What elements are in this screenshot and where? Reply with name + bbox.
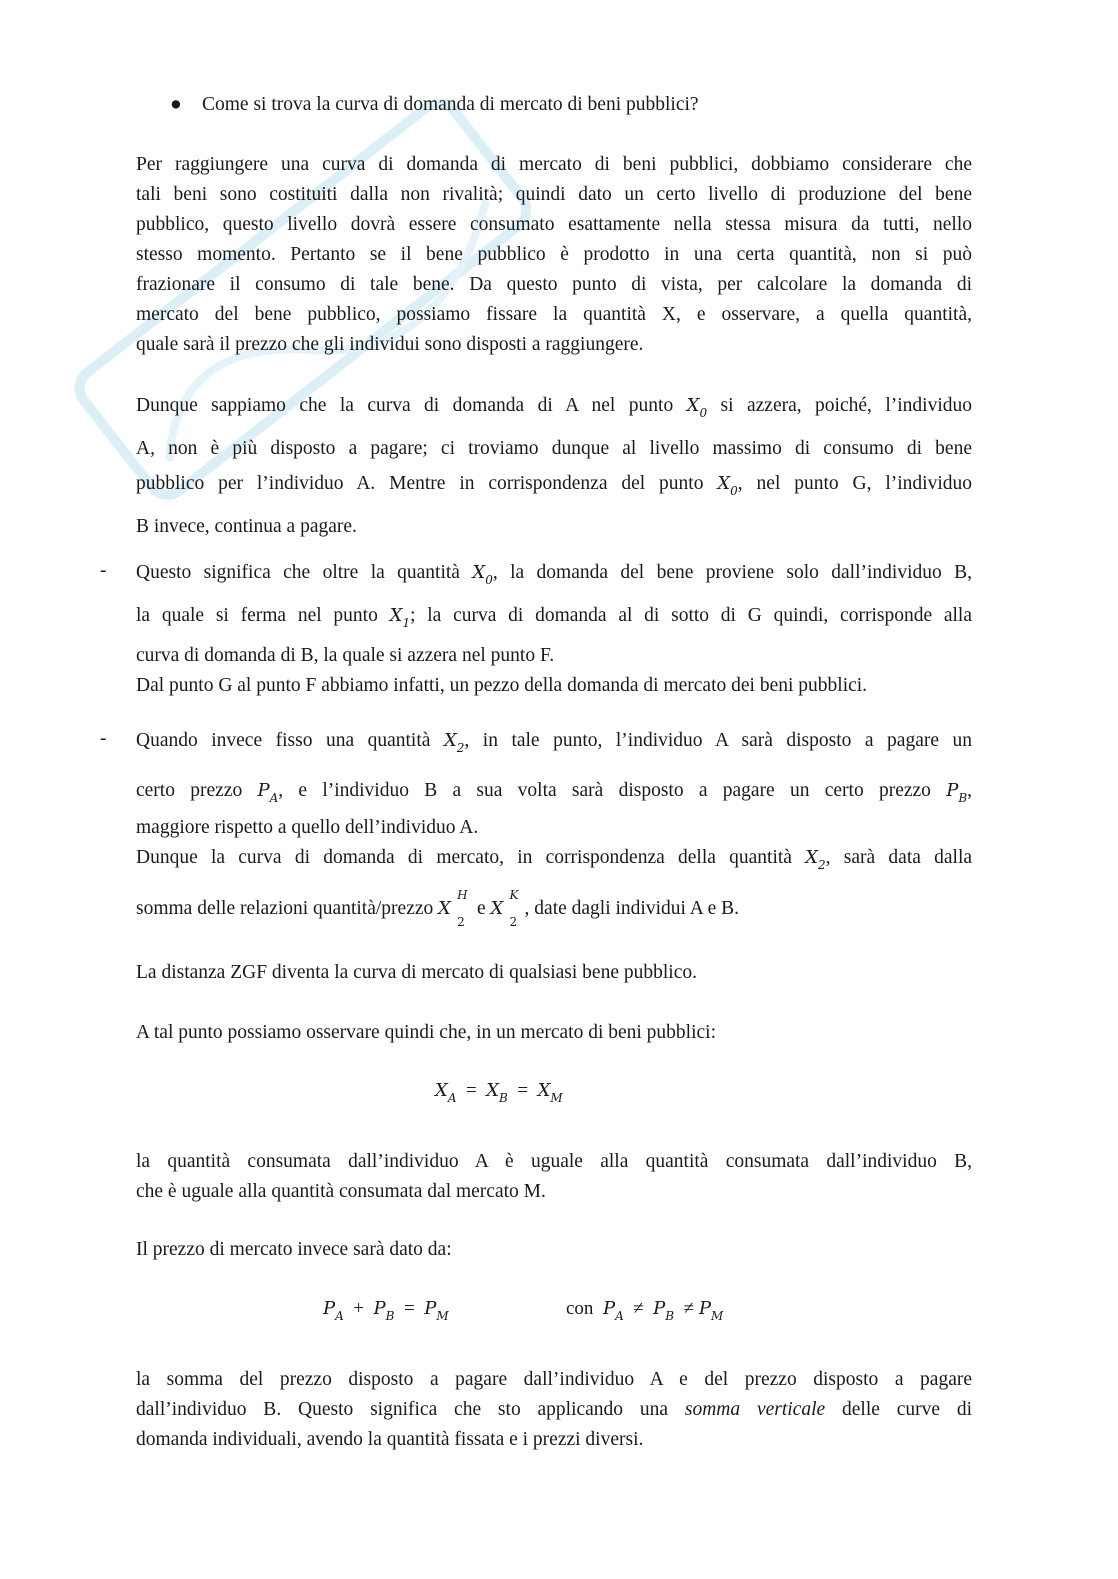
math-pa: $P_A$ — [257, 780, 279, 805]
text-line: quale sarà il prezzo che gli individui sono disposti a raggiungere. — [136, 334, 644, 355]
text-line: la somma del prezzo disposto a pagare dall’individuo A e del prezzo disposto a pagare — [136, 1369, 972, 1390]
equation-prices: $P_A + P_B = P_M$ — [323, 1298, 449, 1323]
text-line: Dal punto G al punto F abbiamo infatti, un pezzo della domanda di mercato dei beni pubblici. — [136, 675, 868, 696]
text-line: dall’individuo B. Questo significa che sto applicando una somma verticale delle curve di — [136, 1399, 973, 1420]
dash-marker: - — [100, 728, 107, 749]
paragraph-intro — [136, 150, 972, 360]
paragraph-point-x0 — [136, 388, 972, 544]
text-line: pubblico per l’individuo A. Mentre in corrispondenza del punto $X_0$, nel punto G, l’individuo — [136, 473, 972, 498]
paragraph-item-x2 — [136, 723, 973, 929]
paragraph-somma-verticale — [136, 1365, 972, 1455]
text-line: la quantità consumata dall’individuo A è uguale alla quantità consumata dall’individuo B, — [136, 1151, 972, 1172]
math-x2: $X_2$ — [443, 730, 465, 755]
paragraph-item-x1 — [136, 555, 972, 701]
math-pb: $P_B$ — [946, 780, 968, 805]
paragraph-prezzo: Il prezzo di mercato invece sarà dato da: — [136, 1239, 452, 1260]
math-x1: $X_1$ — [389, 605, 411, 630]
text-line: somma delle relazioni quantità/prezzo X H 2 e X K 2 , date dagli individui A e B. — [136, 888, 740, 929]
text-line: Dunque la curva di domanda di mercato, in corrispondenza della quantità $X_2$, sarà data dalla — [136, 847, 973, 872]
text-line: frazionare il consumo di tale bene. Da questo punto di vista, per calcolare la domanda di — [136, 274, 972, 295]
text-line: pubblico, questo livello dovrà essere consumato esattamente nella stessa misura da tutti, nello — [136, 214, 972, 235]
text-line: Dunque sappiamo che la curva di domanda di A nel punto $X_0$ si azzera, poiché, l’individuo — [136, 395, 973, 420]
math-x2: $X_2$ — [805, 847, 826, 872]
math-x0: $X_0$ — [717, 473, 738, 498]
paragraph-zgf: La distanza ZGF diventa la curva di mercato di qualsiasi bene pubblico. — [136, 962, 697, 983]
text-line: curva di domanda di B, la quale si azzera nel punto F. — [136, 645, 555, 666]
text-line: la quale si ferma nel punto $X_1$; la curva di domanda al di sotto di G quindi, corrisponde alla — [136, 605, 973, 630]
text-line: domanda individuali, avendo la quantità fissata e i prezzi diversi. — [136, 1429, 644, 1450]
text-line: Per raggiungere una curva di domanda di mercato di beni pubblici, dobbiamo considerare che — [136, 154, 972, 175]
text-line: mercato del bene pubblico, possiamo fissare la quantità X, e osservare, a quella quantità, — [136, 304, 972, 325]
paragraph-mercato: A tal punto possiamo osservare quindi che, in un mercato di beni pubblici: — [136, 1022, 717, 1043]
text-line: stesso momento. Pertanto se il bene pubblico è prodotto in una certa quantità, non si può — [136, 244, 972, 265]
bullet-icon: ● — [170, 94, 182, 115]
equation-quantities: $X_A = X_B = X_M$ — [435, 1080, 563, 1105]
math-x0: $X_0$ — [472, 562, 493, 587]
equation-condition: con $P_A \ne P_B \ne P_M$ — [566, 1298, 724, 1323]
emphasis-somma-verticale: somma verticale — [684, 1399, 826, 1420]
text-line: Questo significa che oltre la quantità $X_0$, la domanda del bene proviene solo dall’individuo B, — [136, 562, 973, 587]
math-x2-k: X K 2 — [490, 888, 519, 929]
question-bullet — [170, 90, 699, 120]
text-line: Quando invece fisso una quantità $X_2$, in tale punto, l’individuo A sarà disposto a pagare un — [136, 730, 972, 755]
math-x2-h: X H 2 — [438, 888, 468, 929]
text-line: A, non è più disposto a pagare; ci troviamo dunque al livello massimo di consumo di bene — [136, 438, 972, 459]
text-line: tali beni sono costituiti dalla non rivalità; quindi dato un certo livello di produzione del bene — [136, 184, 972, 205]
math-x0: $X_0$ — [686, 395, 708, 420]
question-text: Come si trova la curva di domanda di mercato di beni pubblici? — [202, 94, 699, 115]
text-line: maggiore rispetto a quello dell’individuo A. — [136, 817, 479, 838]
dash-marker: - — [100, 560, 107, 581]
text-line: che è uguale alla quantità consumata dal mercato M. — [136, 1181, 546, 1202]
text-line: B invece, continua a pagare. — [136, 516, 357, 537]
text-line: certo prezzo $P_A$, e l’individuo B a sua volta sarà disposto a pagare un certo prezzo $P_B$, — [136, 780, 973, 805]
paragraph-quantita — [136, 1147, 972, 1207]
